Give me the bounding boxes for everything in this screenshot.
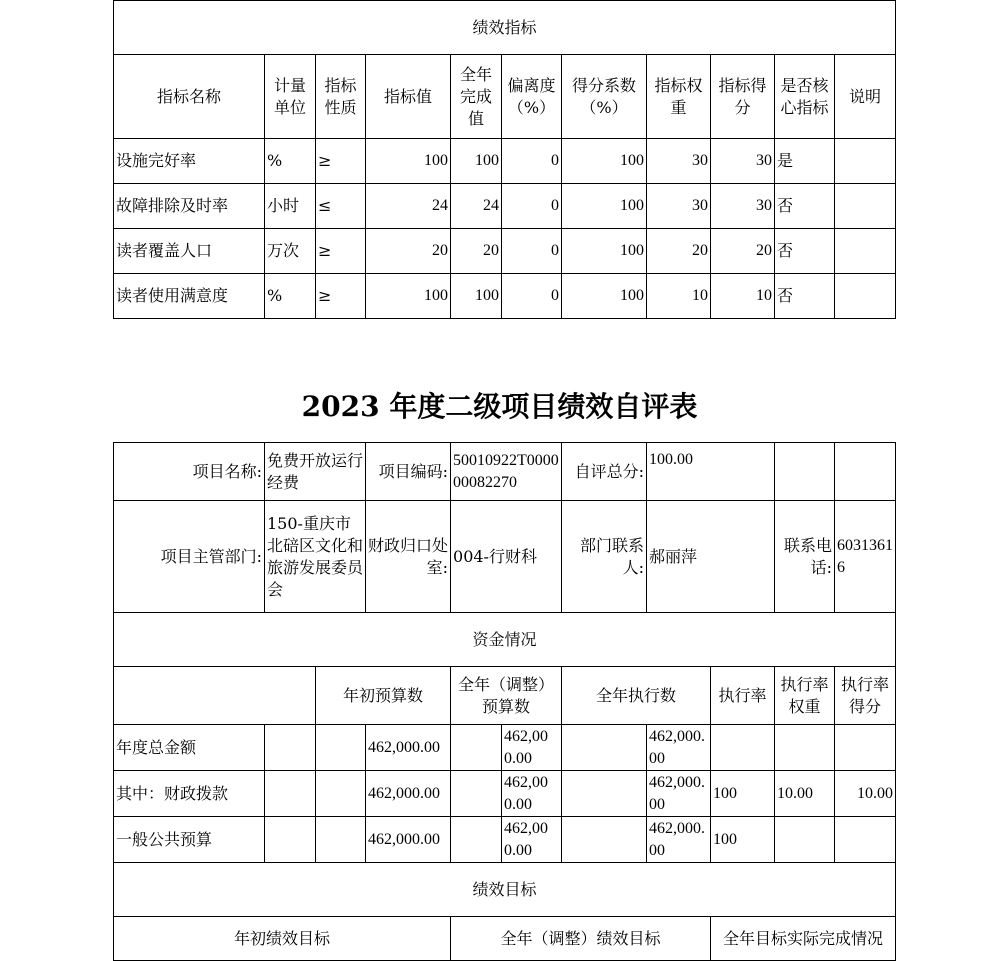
- empty-cell: [265, 817, 316, 863]
- header-deviation: 偏离度（%）: [502, 55, 562, 139]
- deviation: 0: [502, 229, 562, 274]
- deviation: 0: [502, 184, 562, 229]
- indicator-name: 读者覆盖人口: [114, 229, 265, 274]
- rate-weight: [775, 725, 835, 771]
- score: 20: [711, 229, 775, 274]
- header-score-coefficient: 得分系数（%）: [562, 55, 647, 139]
- header-adjusted-budget: 全年（调整）预算数: [451, 667, 562, 725]
- unit: 万次: [265, 229, 316, 274]
- initial-budget: 462,000.00: [366, 817, 451, 863]
- empty-cell: [562, 725, 647, 771]
- execution-rate: 100: [711, 817, 775, 863]
- core-flag: 否: [775, 274, 835, 319]
- weight: 10: [647, 274, 711, 319]
- finance-office-label: 财政归口处室:: [366, 501, 451, 613]
- score-coefficient: 100: [562, 139, 647, 184]
- core-flag: 否: [775, 229, 835, 274]
- executed-amount: 462,000.00: [647, 771, 711, 817]
- header-execution-rate: 执行率: [711, 667, 775, 725]
- contact-value: 郝丽萍: [647, 501, 775, 613]
- performance-indicator-table: [113, 0, 896, 319]
- empty-cell: [265, 771, 316, 817]
- header-nature: 指标性质: [316, 55, 366, 139]
- initial-budget: 462,000.00: [366, 725, 451, 771]
- weight: 30: [647, 184, 711, 229]
- empty-cell: [316, 817, 366, 863]
- initial-budget: 462,000.00: [366, 771, 451, 817]
- rate-score: [835, 725, 896, 771]
- annual-completed: 100: [451, 274, 502, 319]
- execution-rate: 100: [711, 771, 775, 817]
- phone-label: 联系电话:: [775, 501, 835, 613]
- annual-completed: 100: [451, 139, 502, 184]
- note: [835, 274, 896, 319]
- indicator-name: 故障排除及时率: [114, 184, 265, 229]
- self-score-label: 自评总分:: [562, 443, 647, 501]
- indicator-value: 20: [366, 229, 451, 274]
- core-flag: 否: [775, 184, 835, 229]
- indicator-name: 设施完好率: [114, 139, 265, 184]
- score-coefficient: 100: [562, 274, 647, 319]
- annual-completed: 20: [451, 229, 502, 274]
- score-coefficient: 100: [562, 184, 647, 229]
- header-indicator-value: 指标值: [366, 55, 451, 139]
- annual-completed: 24: [451, 184, 502, 229]
- nature: ≤: [316, 184, 366, 229]
- score-coefficient: 100: [562, 229, 647, 274]
- core-flag: 是: [775, 139, 835, 184]
- nature: ≥: [316, 139, 366, 184]
- adjusted-budget: 462,000.00: [502, 771, 562, 817]
- empty-cell: [451, 817, 502, 863]
- score: 10: [711, 274, 775, 319]
- deviation: 0: [502, 139, 562, 184]
- note: [835, 184, 896, 229]
- note: [835, 229, 896, 274]
- header-rate-score: 执行率得分: [835, 667, 896, 725]
- project-code-label: 项目编码:: [366, 443, 451, 501]
- project-name-label: 项目名称:: [114, 443, 265, 501]
- empty-cell: [316, 771, 366, 817]
- contact-label: 部门联系人:: [562, 501, 647, 613]
- table-row: [114, 229, 896, 274]
- project-name-value: 免费开放运行经费: [265, 443, 366, 501]
- header-goal-completion: 全年目标实际完成情况: [711, 917, 896, 961]
- header-adjusted-goal: 全年（调整）绩效目标: [451, 917, 711, 961]
- empty-cell: [835, 443, 896, 501]
- nature: ≥: [316, 274, 366, 319]
- fund-label: 年度总金额: [114, 725, 265, 771]
- rate-weight: [775, 817, 835, 863]
- table-row: [114, 817, 896, 863]
- empty-cell: [451, 771, 502, 817]
- section-header-funds: 资金情况: [114, 613, 896, 667]
- executed-amount: 462,000.00: [647, 817, 711, 863]
- empty-cell: [316, 725, 366, 771]
- department-label: 项目主管部门:: [114, 501, 265, 613]
- self-score-value: 100.00: [647, 443, 775, 501]
- header-core: 是否核心指标: [775, 55, 835, 139]
- header-note: 说明: [835, 55, 896, 139]
- indicator-name: 读者使用满意度: [114, 274, 265, 319]
- header-unit: 计量单位: [265, 55, 316, 139]
- table-row: [114, 184, 896, 229]
- header-score: 指标得分: [711, 55, 775, 139]
- empty-cell: [114, 667, 316, 725]
- header-initial-budget: 年初预算数: [316, 667, 451, 725]
- fund-label: 其中：财政拨款: [114, 771, 265, 817]
- table-row: [114, 771, 896, 817]
- header-initial-goal: 年初绩效目标: [114, 917, 451, 961]
- adjusted-budget: 462,000.00: [502, 817, 562, 863]
- phone-value: 60313616: [835, 501, 896, 613]
- indicator-value: 24: [366, 184, 451, 229]
- header-rate-weight: 执行率权重: [775, 667, 835, 725]
- execution-rate: [711, 725, 775, 771]
- header-indicator-name: 指标名称: [114, 55, 265, 139]
- project-code-value: 50010922T000000082270: [451, 443, 562, 501]
- rate-score: 10.00: [835, 771, 896, 817]
- department-value: 150-重庆市北碚区文化和旅游发展委员会: [265, 501, 366, 613]
- section-header-goals: 绩效目标: [114, 863, 896, 917]
- table-row: [114, 274, 896, 319]
- empty-cell: [265, 725, 316, 771]
- unit: %: [265, 139, 316, 184]
- unit: %: [265, 274, 316, 319]
- adjusted-budget: 462,000.00: [502, 725, 562, 771]
- empty-cell: [775, 443, 835, 501]
- deviation: 0: [502, 274, 562, 319]
- self-evaluation-table: [113, 442, 896, 961]
- note: [835, 139, 896, 184]
- header-annual-completed: 全年完成值: [451, 55, 502, 139]
- finance-office-value: 004-行财科: [451, 501, 562, 613]
- table-row: [114, 725, 896, 771]
- score: 30: [711, 139, 775, 184]
- empty-cell: [451, 725, 502, 771]
- header-executed: 全年执行数: [562, 667, 711, 725]
- section-header-indicators: 绩效指标: [114, 1, 896, 55]
- page-title: 2023 年度二级项目绩效自评表: [301, 390, 698, 423]
- rate-weight: 10.00: [775, 771, 835, 817]
- table-row: [114, 139, 896, 184]
- indicator-value: 100: [366, 274, 451, 319]
- nature: ≥: [316, 229, 366, 274]
- empty-cell: [562, 771, 647, 817]
- empty-cell: [562, 817, 647, 863]
- unit: 小时: [265, 184, 316, 229]
- fund-label: 一般公共预算: [114, 817, 265, 863]
- weight: 30: [647, 139, 711, 184]
- score: 30: [711, 184, 775, 229]
- header-weight: 指标权重: [647, 55, 711, 139]
- executed-amount: 462,000.00: [647, 725, 711, 771]
- weight: 20: [647, 229, 711, 274]
- rate-score: [835, 817, 896, 863]
- indicator-value: 100: [366, 139, 451, 184]
